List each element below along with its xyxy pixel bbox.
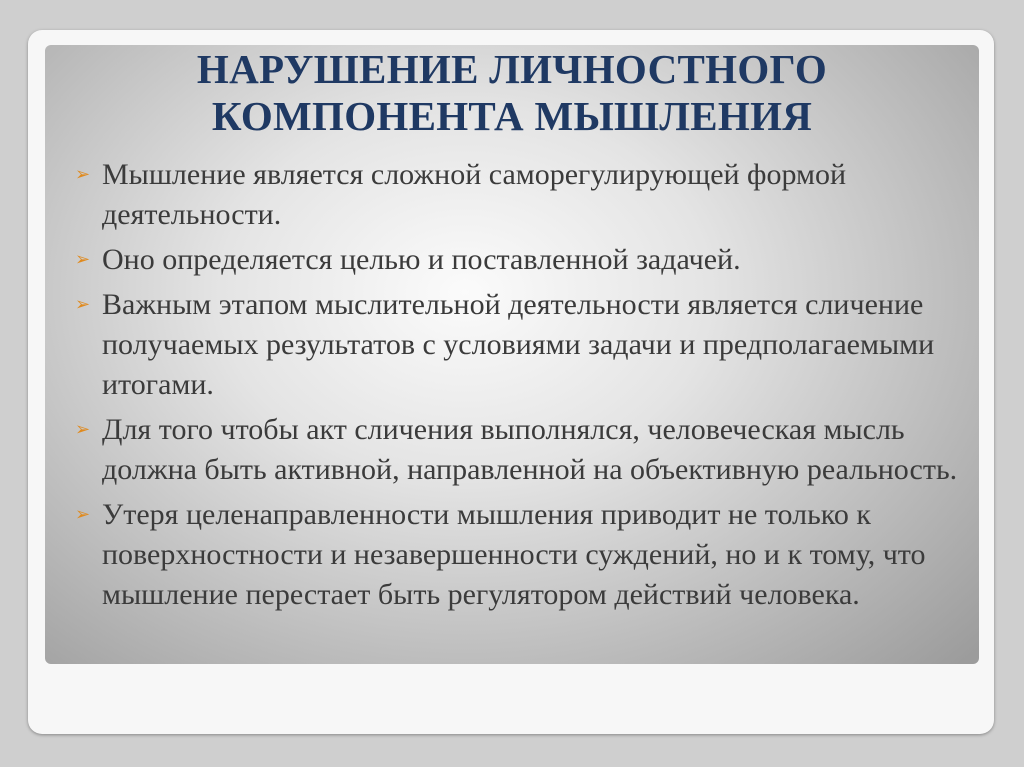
arrow-bullet-icon: ➢ (75, 164, 91, 185)
bullet-list (72, 155, 972, 620)
arrow-bullet-icon: ➢ (75, 249, 91, 270)
bullet-text-5: Утеря целенаправленности мышления приводит не только к поверхностности и незавершенности суждений, но и к тому, что мышление перестает быть регулятором действий человека. (102, 498, 926, 611)
bullet-item-5 (72, 495, 972, 615)
slide-title-line-1: НАРУШЕНИЕ ЛИЧНОСТНОГО (196, 46, 828, 92)
slide-title-line-2: КОМПОНЕНТА МЫШЛЕНИЯ (211, 93, 813, 139)
bullet-item-4 (72, 410, 972, 490)
slide-title (45, 46, 979, 140)
arrow-bullet-icon: ➢ (75, 504, 91, 525)
bullet-item-2 (72, 240, 972, 280)
bullet-text-4: Для того чтобы акт сличения выполнялся, человеческая мысль должна быть активной, направленной на объективную реальность. (102, 413, 958, 486)
bullet-item-3 (72, 285, 972, 405)
bullet-text-1: Мышление является сложной саморегулирующей формой деятельности. (102, 158, 847, 231)
bullet-text-2: Оно определяется целью и поставленной задачей. (102, 243, 741, 276)
arrow-bullet-icon: ➢ (75, 294, 91, 315)
arrow-bullet-icon: ➢ (75, 419, 91, 440)
bullet-text-3: Важным этапом мыслительной деятельности является сличение получаемых результатов с условиями задачи и предполагаемыми итогами. (102, 288, 935, 401)
bullet-item-1 (72, 155, 972, 235)
